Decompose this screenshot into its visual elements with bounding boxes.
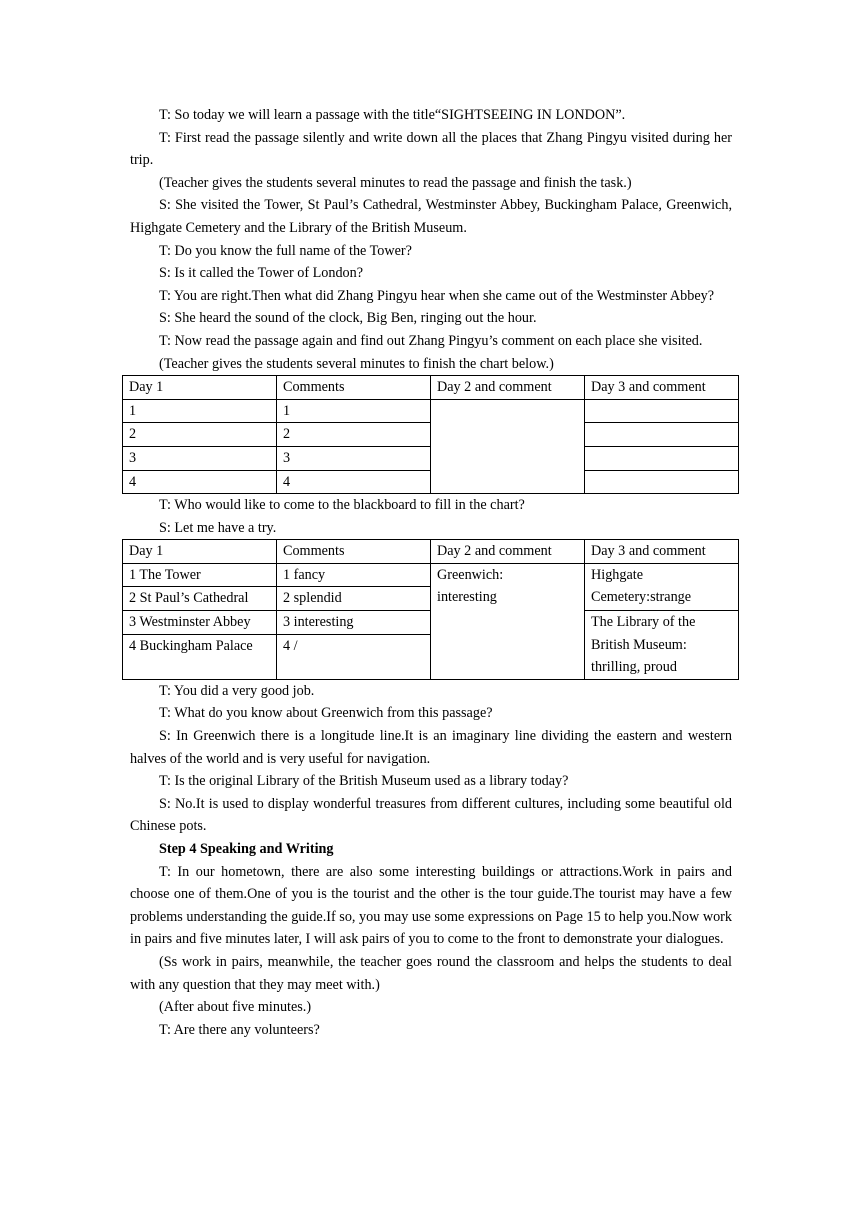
table-cell: 3	[277, 446, 431, 470]
table-cell: 1	[123, 399, 277, 423]
table-row	[123, 563, 739, 587]
paragraph: T: Is the original Library of the British Museum used as a library today?	[159, 773, 569, 790]
table-cell: 2 splendid	[277, 587, 431, 611]
paragraph: T: What do you know about Greenwich from this passage?	[159, 705, 493, 722]
cell-line: thrilling, proud	[591, 659, 677, 676]
filled-chart-table	[122, 539, 739, 680]
paragraph: T: Are there any volunteers?	[159, 1021, 320, 1038]
table-cell-blank	[585, 399, 739, 423]
table-row	[123, 399, 739, 423]
cell-line: British Museum:	[591, 636, 687, 653]
paragraph: S: Is it called the Tower of London?	[159, 265, 364, 282]
document-body	[130, 104, 732, 1041]
paragraph: T: First read the passage silently and write down all the places that Zhang Pingyu visited during her trip.	[130, 129, 732, 169]
table-cell: 1	[277, 399, 431, 423]
paragraph: S: In Greenwich there is a longitude line.It is an imaginary line dividing the eastern and western halves of the world and is very useful for navigation.	[130, 728, 732, 767]
table-cell-day2	[431, 563, 585, 679]
table-cell: 2	[123, 423, 277, 447]
paragraph: (Ss work in pairs, meanwhile, the teacher goes round the classroom and helps the students to deal with any question that they may meet with.)	[130, 953, 732, 993]
table-cell: 2 St Paul’s Cathedral	[123, 587, 277, 611]
paragraph: T: So today we will learn a passage with the title“SIGHTSEEING IN LONDON”.	[159, 107, 626, 123]
paragraph: S: She visited the Tower, St Paul’s Cathedral, Westminster Abbey, Buckingham Palace, Greenwich, Highgate Cemetery and the Library of the British Museum.	[130, 197, 732, 236]
table-header-row	[123, 376, 739, 400]
header-cell: Comments	[277, 540, 431, 564]
paragraph: T: Who would like to come to the blackboard to fill in the chart?	[159, 497, 525, 514]
header-cell: Day 3 and comment	[585, 376, 739, 400]
table-cell: 4	[277, 470, 431, 494]
cell-line: Highgate	[591, 566, 644, 583]
paragraph: S: No.It is used to display wonderful treasures from different cultures, including some beautiful old Chinese pots.	[130, 795, 732, 835]
paragraph: (After about five minutes.)	[159, 999, 312, 1016]
table-cell: 2	[277, 423, 431, 447]
table-cell-blank	[431, 399, 585, 493]
header-cell: Day 2 and comment	[431, 376, 585, 400]
table-cell: 4	[123, 470, 277, 494]
header-cell: Day 1	[123, 540, 277, 564]
table-cell-blank	[585, 423, 739, 447]
table-cell-day3	[585, 611, 739, 680]
cell-line: Greenwich:	[437, 566, 504, 583]
table-cell-blank	[585, 470, 739, 494]
cell-line: Cemetery:strange	[591, 589, 692, 606]
section-heading: Step 4 Speaking and Writing	[159, 841, 334, 857]
header-cell: Day 3 and comment	[585, 540, 739, 564]
table-cell: 4 Buckingham Palace	[123, 634, 277, 679]
paragraph: T: You are right.Then what did Zhang Pingyu hear when she came out of the Westminster Abbey?	[159, 287, 715, 304]
table-cell: 1 The Tower	[123, 563, 277, 587]
cell-line: The Library of the	[591, 614, 696, 631]
table-cell: 3 Westminster Abbey	[123, 611, 277, 635]
paragraph: T: You did a very good job.	[159, 682, 315, 699]
blank-chart-table	[122, 375, 739, 494]
paragraph: T: Now read the passage again and find out Zhang Pingyu’s comment on each place she visited.	[159, 332, 703, 349]
paragraph: T: In our hometown, there are also some interesting buildings or attractions.Work in pairs and choose one of them.One of you is the tourist and the other is the tour guide.The tourist may have a few problems understanding the guide.If so, you may use some expressions on Page 15 to help you.Now work in pairs and five minutes later, I will ask pairs of you to come to the front to demonstrate your dialogues.	[130, 863, 732, 948]
paragraph: (Teacher gives the students several minutes to finish the chart below.)	[159, 355, 554, 372]
header-cell: Day 2 and comment	[431, 540, 585, 564]
table-header-row	[123, 540, 739, 564]
table-cell-blank	[585, 446, 739, 470]
paragraph: S: She heard the sound of the clock, Big Ben, ringing out the hour.	[159, 310, 537, 327]
table-cell: 3	[123, 446, 277, 470]
cell-line: interesting	[437, 589, 497, 606]
header-cell: Comments	[277, 376, 431, 400]
header-cell: Day 1	[123, 376, 277, 400]
table-cell: 4 /	[277, 634, 431, 679]
paragraph: T: Do you know the full name of the Tower?	[159, 242, 412, 259]
table-cell: 1 fancy	[277, 563, 431, 587]
table-cell-day3	[585, 563, 739, 610]
table-cell: 3 interesting	[277, 611, 431, 635]
paragraph: S: Let me have a try.	[159, 519, 277, 536]
paragraph: (Teacher gives the students several minutes to read the passage and finish the task.)	[159, 174, 632, 191]
